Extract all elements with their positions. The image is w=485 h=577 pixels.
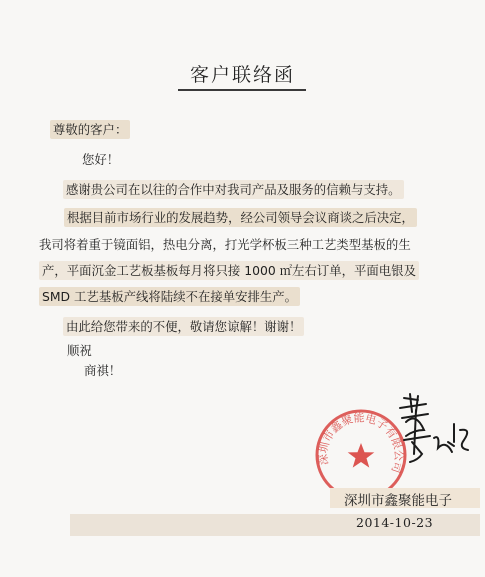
- title-underline: [178, 89, 306, 91]
- paragraph-line-4: SMD 工艺基板产线将陆续不在接单安排生产。: [39, 288, 300, 306]
- closing-wish: 顺祝: [67, 343, 92, 358]
- seal-star-icon: [348, 443, 375, 468]
- paragraph-line-2: 我司将着重于镜面铝，热电分离，打光学杯板三种工艺类型基板的生: [39, 237, 411, 252]
- apology-line: 由此给您带来的不便，敬请您谅解！谢谢！: [63, 318, 304, 336]
- company-name: 深圳市鑫聚能电子: [344, 493, 452, 509]
- paragraph-line-1: 根据目前市场行业的发展趋势，经公司领导会议商谈之后决定，: [64, 209, 417, 227]
- handwritten-signature: [388, 390, 474, 470]
- greeting: 您好！: [82, 152, 120, 167]
- seal-text: 深圳市鑫聚能电子有限公司: [316, 411, 406, 475]
- salutation: 尊敬的客户：: [50, 121, 130, 139]
- paragraph-line-3: 产，平面沉金工艺板基板每月将只接 1000 ㎡左右订单，平面电银及: [39, 262, 419, 280]
- letter-title: 客户联络函: [189, 64, 295, 86]
- closing-business: 商祺！: [84, 363, 122, 378]
- thanks-line: 感谢贵公司在以往的合作中对我司产品及服务的信赖与支持。: [63, 181, 404, 199]
- letter-date: 2014-10-23: [356, 515, 434, 530]
